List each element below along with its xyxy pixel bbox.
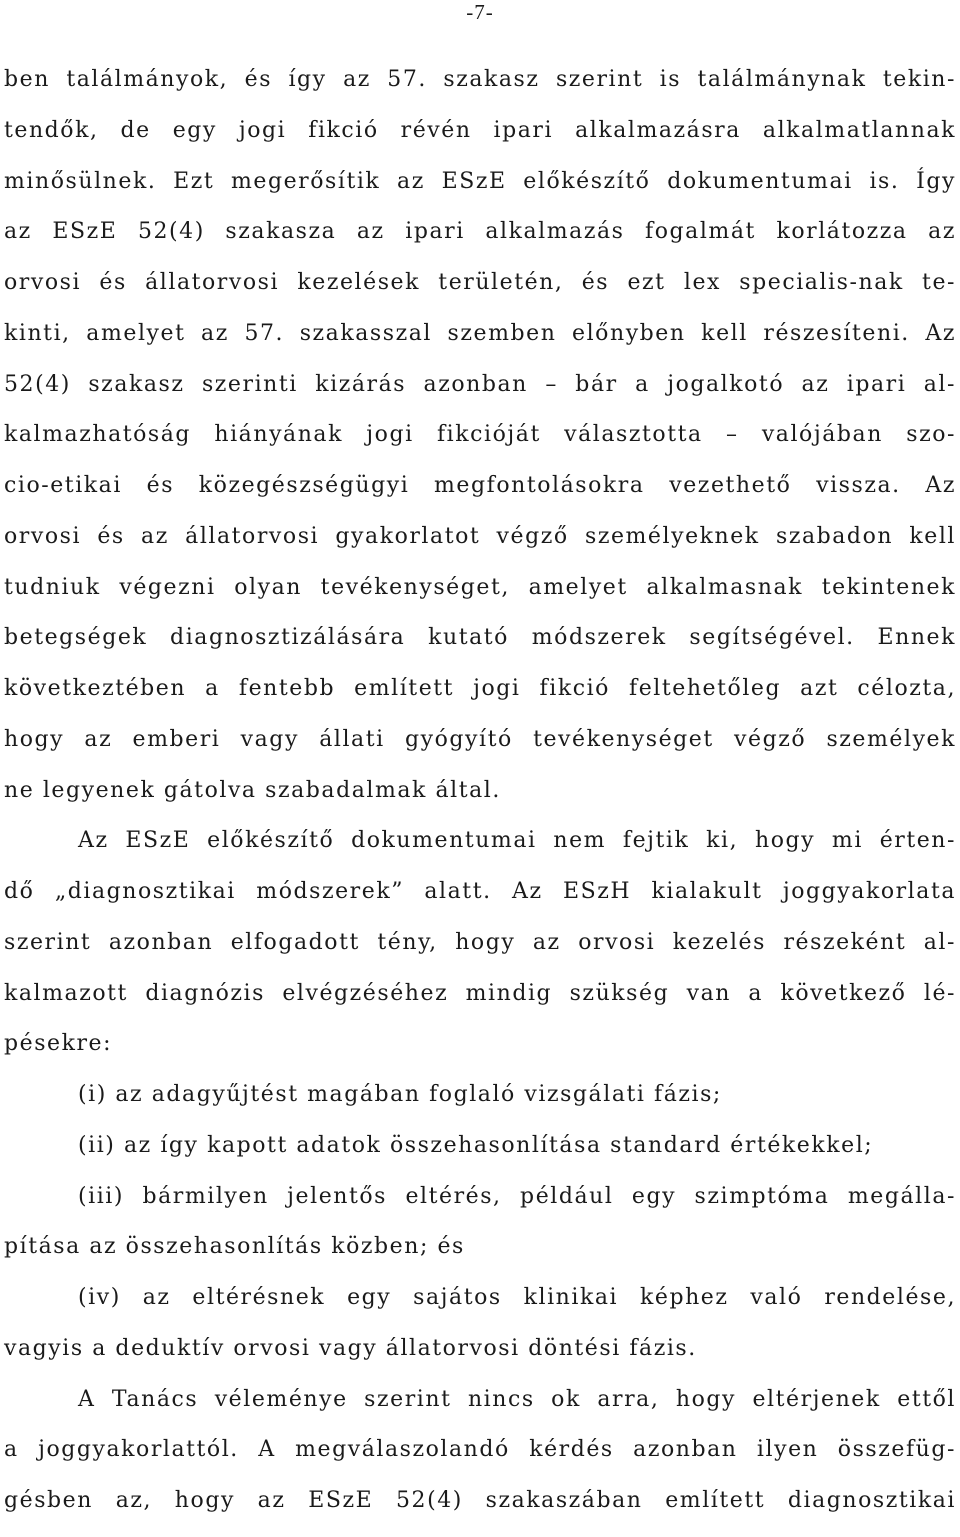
text-line: pésekre: [4,1031,113,1057]
text-line: (iii) bármilyen jelentős eltérés, például egy szimptóma megálla- [78,1183,956,1209]
text-line: hogy az emberi vagy állati gyógyító tevékenységet végző személyek [4,726,956,752]
text-line: kinti, amelyet az 57. szakasszal szemben előnyben kell részesíteni. Az [4,320,956,346]
text-line: betegségek diagnosztizálására kutató módszerek segítségével. Ennek [4,625,956,651]
text-line: (ii) az így kapott adatok összehasonlítása standard értékekkel; [78,1132,874,1158]
text-line: orvosi és az állatorvosi gyakorlatot végző személyeknek szabadon kell [4,523,956,549]
text-line: (i) az adagyűjtést magában foglaló vizsgálati fázis; [78,1082,722,1107]
text-line: az ESzE 52(4) szakasza az ipari alkalmazás fogalmát korlátozza az [4,219,956,245]
text-line: Az ESzE előkészítő dokumentumai nem fejtik ki, hogy mi érten- [78,828,956,854]
page-number: -7- [466,0,494,24]
text-line: ben találmányok, és így az 57. szakasz szerint is találmánynak tekin- [4,67,956,92]
text-line: (iv) az eltérésnek egy sajátos klinikai képhez való rendelése, [78,1285,956,1310]
text-line: a joggyakorlattól. A megválaszolandó kérdés azonban ilyen összefüg- [4,1437,956,1463]
text-line: ne legyenek gátolva szabadalmak által. [4,777,501,803]
text-line: kalmazott diagnózis elvégzéséhez mindig szükség van a következő lé- [4,980,956,1006]
text-line: orvosi és állatorvosi kezelések területén, és ezt lex specialis-nak te- [4,270,956,295]
text-line: gésben az, hogy az ESzE 52(4) szakaszában említett diagnosztikai [4,1488,956,1513]
text-line: cio-etikai és közegészségügyi megfontolásokra vezethető vissza. Az [4,473,956,498]
text-line: vagyis a deduktív orvosi vagy állatorvosi döntési fázis. [4,1335,697,1361]
text-line: minősülnek. Ezt megerősítik az ESzE előkészítő dokumentumai is. Így [4,168,956,194]
text-line: kalmazhatóság hiányának jogi fikcióját választotta – valójában szo- [4,422,956,448]
text-line: tudniuk végezni olyan tevékenységet, amelyet alkalmasnak tekintenek [4,574,956,600]
text-line: tendők, de egy jogi fikció révén ipari alkalmazásra alkalmatlannak [4,117,956,143]
text-line: A Tanács véleménye szerint nincs ok arra, hogy eltérjenek ettől [78,1386,956,1412]
text-line: szerint azonban elfogadott tény, hogy az orvosi kezelés részeként al- [4,929,956,955]
text-line: pítása az összehasonlítás közben; és [4,1234,465,1260]
text-line: 52(4) szakasz szerinti kizárás azonban – bár a jogalkotó az ipari al- [4,371,956,397]
text-line: dő „diagnosztikai módszerek” alatt. Az ESzH kialakult joggyakorlata [4,879,956,904]
text-line: következtében a fentebb említett jogi fikció feltehetőleg azt célozta, [4,676,956,701]
